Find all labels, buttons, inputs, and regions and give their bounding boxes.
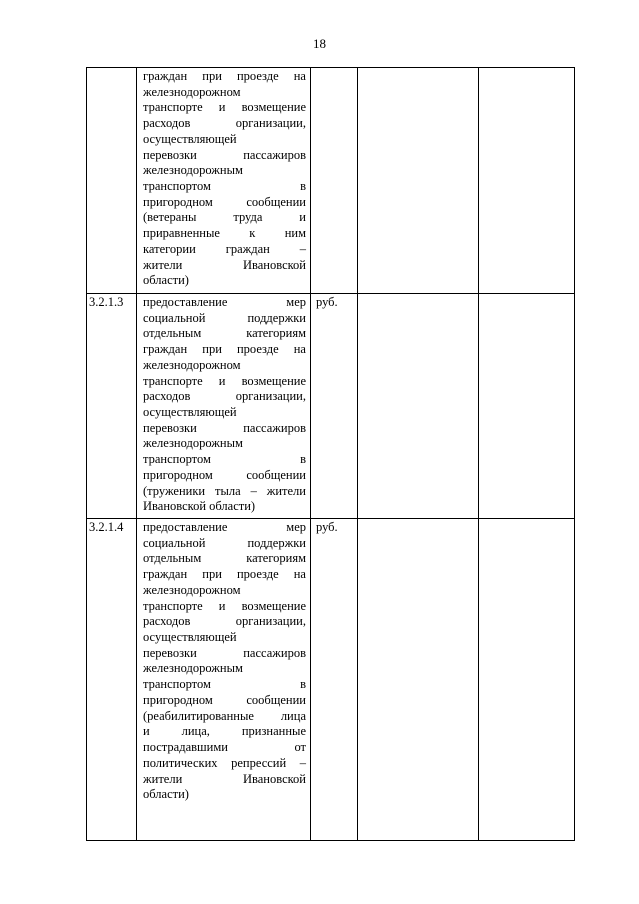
description-line: железнодорожным [143, 661, 243, 676]
description-line: осуществляющей [143, 131, 237, 146]
description-line: области) [143, 787, 189, 802]
description-line: граждан при проезде на [143, 567, 306, 582]
description-line: железнодорожном [143, 357, 241, 372]
description-line: пригородном сообщении [143, 692, 306, 707]
table-border-top [86, 67, 575, 68]
description-line: пригородном сообщении [143, 467, 306, 482]
description-line: транспортом в [143, 179, 306, 194]
description-line: транспортом в [143, 452, 306, 467]
description-line: предоставление мер [143, 295, 306, 309]
description-line: пригородном сообщении [143, 194, 306, 209]
description-line: приравненные к ним [143, 226, 306, 241]
description-line: категории граждан – [143, 241, 306, 256]
description-line: осуществляющей [143, 630, 237, 645]
description-line: жители Ивановской [143, 771, 306, 786]
description-line: транспорте и возмещение [143, 373, 306, 388]
column-divider [574, 67, 575, 841]
row-divider [86, 518, 575, 519]
description-line: перевозки пассажиров [143, 147, 306, 162]
column-divider [478, 67, 479, 841]
row-divider [86, 293, 575, 294]
row-number: 3.2.1.3 [89, 295, 124, 309]
description-line: транспорте и возмещение [143, 598, 306, 613]
description-line: социальной поддержки [143, 535, 306, 550]
description-line: расходов организации, [143, 389, 306, 404]
description-line: (труженики тыла – жители [143, 483, 306, 498]
description-line: Ивановской области) [143, 499, 256, 514]
description-line: железнодорожным [143, 163, 243, 178]
description-line: расходов организации, [143, 116, 306, 131]
column-divider [357, 67, 358, 841]
description-line: жители Ивановской [143, 257, 306, 272]
description-line: отдельным категориям [143, 326, 306, 341]
description-line: (ветераны труда и [143, 210, 306, 225]
description-line: граждан при проезде на [143, 69, 306, 83]
row-unit: руб. [316, 295, 338, 309]
page-number: 18 [313, 36, 326, 51]
description-line: политических репрессий – [143, 755, 306, 770]
row-description [143, 295, 306, 515]
description-line: отдельным категориям [143, 551, 306, 566]
row-description [143, 520, 306, 803]
column-divider [310, 67, 311, 841]
description-line: граждан при проезде на [143, 342, 306, 357]
description-line: и лица, признанные [143, 724, 306, 739]
description-line: осуществляющей [143, 405, 237, 420]
row-description [143, 69, 306, 289]
description-line: пострадавшими от [143, 740, 306, 755]
row-number: 3.2.1.4 [89, 520, 124, 534]
description-line: перевозки пассажиров [143, 645, 306, 660]
description-line: (реабилитированные лица [143, 708, 306, 723]
description-line: расходов организации, [143, 614, 306, 629]
table-border-bottom [86, 840, 575, 841]
column-divider [86, 67, 87, 841]
column-divider [136, 67, 137, 841]
description-line: железнодорожном [143, 582, 241, 597]
description-line: предоставление мер [143, 520, 306, 534]
description-line: транспорте и возмещение [143, 100, 306, 115]
description-line: социальной поддержки [143, 310, 306, 325]
row-unit: руб. [316, 520, 338, 534]
description-line: перевозки пассажиров [143, 420, 306, 435]
description-line: железнодорожном [143, 84, 241, 99]
description-line: области) [143, 273, 189, 288]
description-line: железнодорожным [143, 436, 243, 451]
description-line: транспортом в [143, 677, 306, 692]
